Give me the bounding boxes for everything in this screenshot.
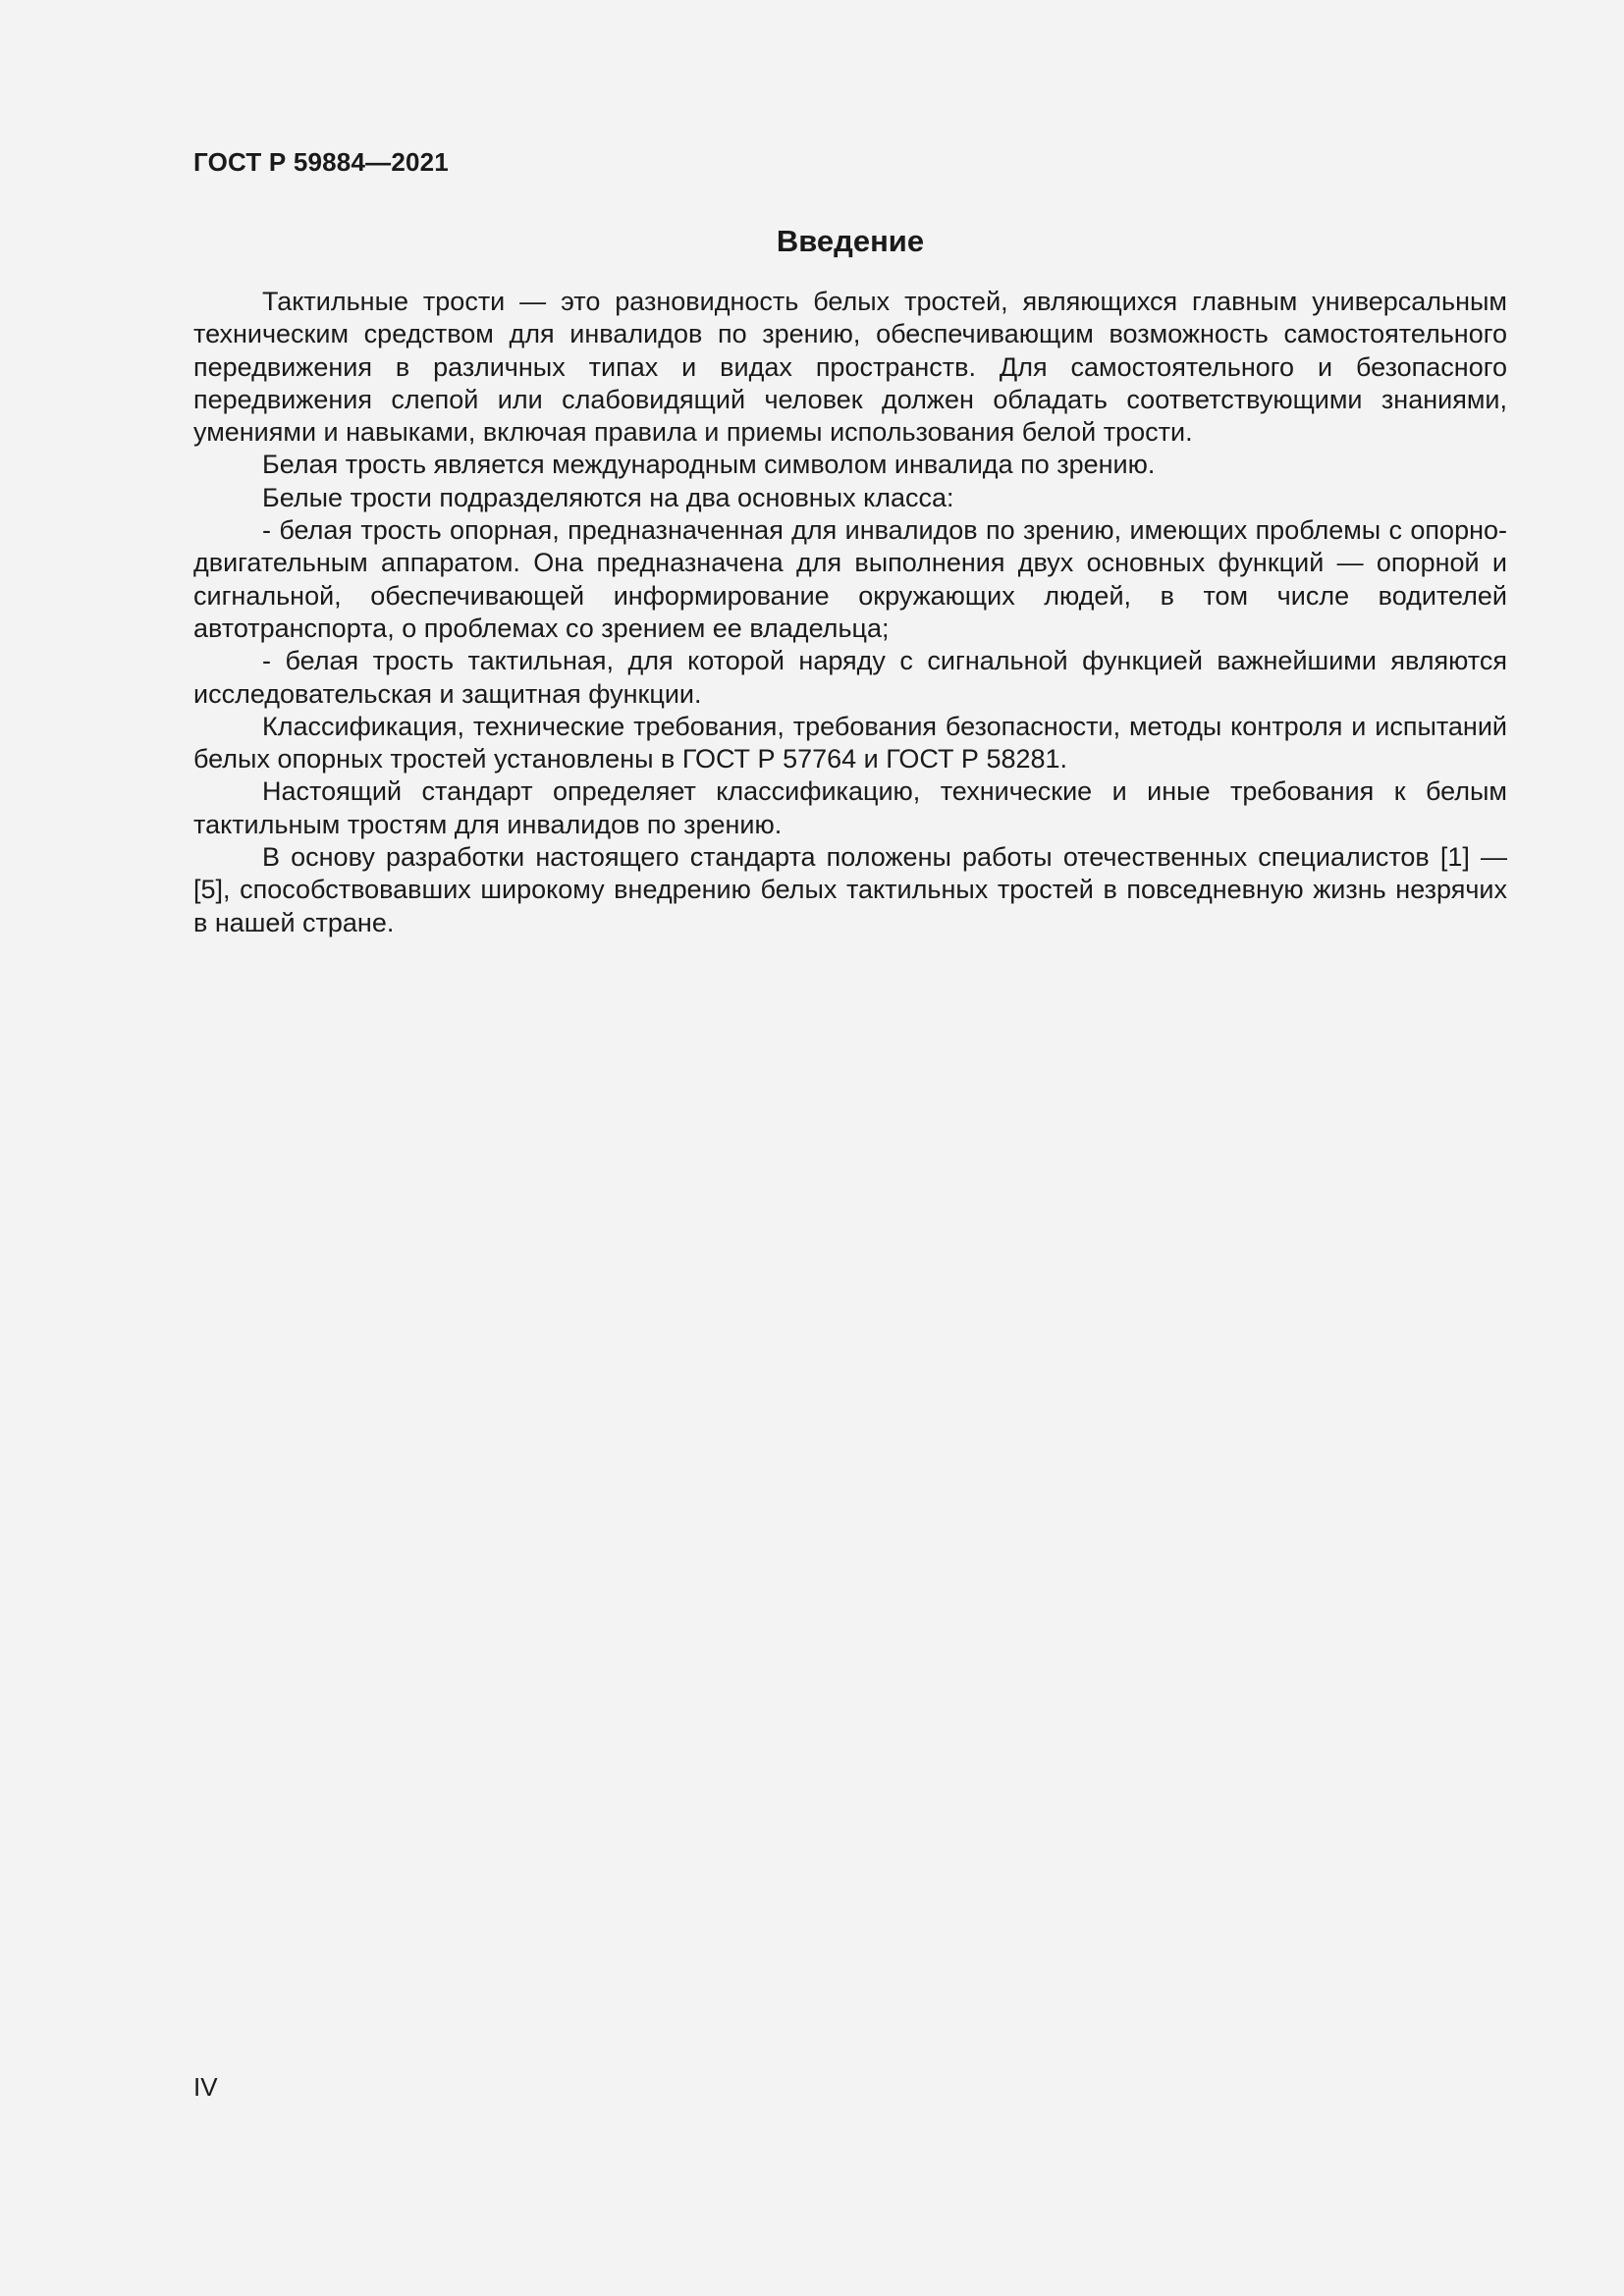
paragraph: Настоящий стандарт определяет классификацию, технические и иные требования к белым тактильным тростям для инвалидов по зрению. xyxy=(193,776,1507,839)
document-code: ГОСТ Р 59884—2021 xyxy=(193,147,449,177)
paragraph: Белая трость является международным символом инвалида по зрению. xyxy=(262,450,1156,480)
paragraph: - белая трость тактильная, для которой наряду с сигнальной функцией важнейшими являются исследовательская и защитная функции. xyxy=(193,646,1507,709)
paragraph: - белая трость опорная, предназначенная для инвалидов по зрению, имеющих проблемы с опорно-двигательным аппаратом. Она предназначена для выполнения двух основных функций — опорной и сигнальной, обеспечивающей информирование окружающих людей, в том числе водителей автотранспорта, о проблемах со зрением ее владельца; xyxy=(193,515,1507,643)
paragraph: Белые трости подразделяются на два основных класса: xyxy=(262,482,954,512)
paragraph: Тактильные трости — это разновидность белых тростей, являющихся главным универсальным техническим средством для инвалидов по зрению, обеспечивающим возможность самостоятельного передвижения в различных типах и видах пространств. Для самостоятельного и безопасного передвижения слепой или слабовидящий человек должен обладать соответствующими знаниями, умениями и навыками, включая правила и приемы использования белой трости. xyxy=(193,287,1507,448)
paragraph: В основу разработки настоящего стандарта положены работы отечественных специалистов [1] — [5], способствовавших широкому внедрению белых тактильных тростей в повседневную жизнь незрячих в нашей стране. xyxy=(193,842,1507,937)
section-body xyxy=(193,286,1507,939)
page-number: IV xyxy=(193,2072,218,2102)
paragraph: Классификация, технические требования, требования безопасности, методы контроля и испытаний белых опорных тростей установлены в ГОСТ Р 57764 и ГОСТ Р 58281. xyxy=(193,711,1507,774)
section-title: Введение xyxy=(776,224,925,258)
